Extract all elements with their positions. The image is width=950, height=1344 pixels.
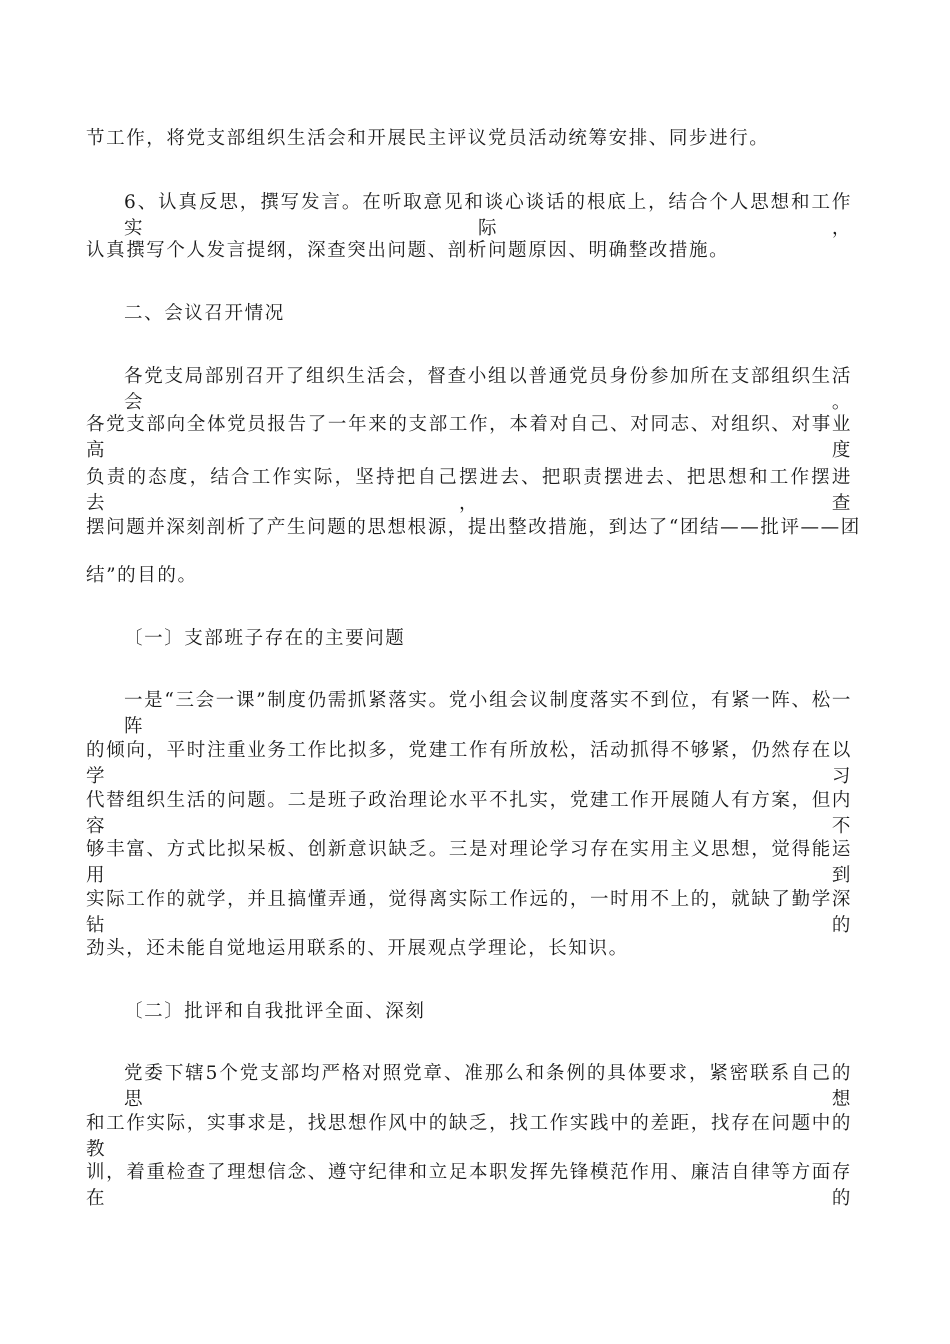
problems-line-6: 劲头，还未能自觉地运用联系的、开展观点学理论，长知识。 (86, 938, 629, 959)
section-heading-2: 二、会议召开情况 (124, 303, 285, 324)
meeting-paragraph-line-4: 摆问题并深刻剖析了产生问题的思想根源，提出整改措施，到达了“团结——批评——团 (86, 517, 861, 538)
subheading-2: 〔二〕批评和自我批评全面、深刻 (124, 1001, 426, 1022)
problems-line-1: 一是“三会一课”制度仍需抓紧落实。党小组会议制度落实不到位，有紧一阵、松一阵 (124, 690, 852, 737)
meeting-paragraph-line-2: 各党支部向全体党员报告了一年来的支部工作，本着对自己、对同志、对组织、对事业高度 (86, 414, 852, 461)
criticism-line-1: 党委下辖5个党支部均严格对照党章、准那么和条例的具体要求，紧密联系自己的思想 (124, 1063, 852, 1110)
meeting-paragraph-line-3: 负责的态度，结合工作实际，坚持把自己摆进去、把职责摆进去、把思想和工作摆进去，查 (86, 467, 852, 514)
problems-line-5: 实际工作的就学，并且搞懂弄通，觉得离实际工作远的，一时用不上的，就缺了勤学深钻的 (86, 889, 852, 936)
body-line-1: 节工作，将党支部组织生活会和开展民主评议党员活动统筹安排、同步进行。 (86, 128, 770, 149)
item-6-line-1: 6、认真反思，撰写发言。在听取意见和谈心谈话的根底上，结合个人思想和工作实际， (124, 192, 852, 239)
item-6-line-2: 认真撰写个人发言提纲，深查突出问题、剖析问题原因、明确整改措施。 (86, 240, 730, 261)
criticism-line-2: 和工作实际，实事求是，找思想作风中的缺乏，找工作实践中的差距，找存在问题中的教 (86, 1113, 852, 1160)
meeting-paragraph-line-5: 结”的目的。 (86, 565, 198, 586)
subheading-1: 〔一〕支部班子存在的主要问题 (124, 628, 406, 649)
meeting-paragraph-line-1: 各党支局部别召开了组织生活会，督查小组以普通党员身份参加所在支部组织生活会。 (124, 366, 852, 413)
problems-line-3: 代替组织生活的问题。二是班子政治理论水平不扎实，党建工作开展随人有方案，但内容不 (86, 790, 852, 837)
problems-line-2: 的倾向，平时注重业务工作比拟多，党建工作有所放松，活动抓得不够紧，仍然存在以学习 (86, 740, 852, 787)
problems-line-4: 够丰富、方式比拟呆板、创新意识缺乏。三是对理论学习存在实用主义思想，觉得能运用到 (86, 839, 852, 886)
criticism-line-3: 训，着重检查了理想信念、遵守纪律和立足本职发挥先锋模范作用、廉洁自律等方面存在的 (86, 1162, 852, 1209)
